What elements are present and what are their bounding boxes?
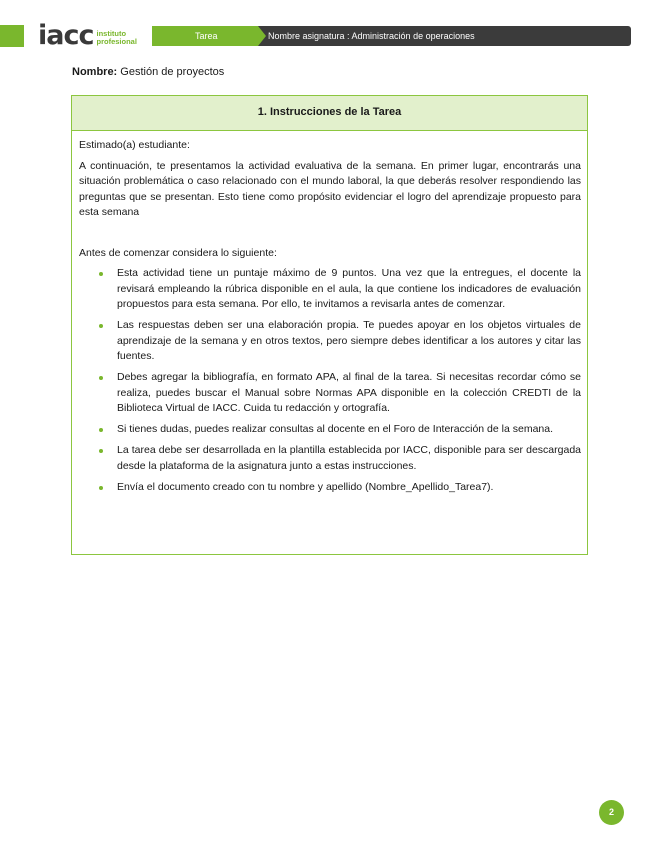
list-item: Las respuestas deben ser una elaboración propia. Te puedes apoyar en los objetos virtuales de aprendizaje de la semana y en otros textos, pero siempre debes identificar a los autores y citar las fuentes.	[79, 318, 581, 365]
greeting: Estimado(a) estudiante:	[79, 139, 190, 151]
instructions-title: 1. Instrucciones de la Tarea	[72, 96, 587, 131]
instructions-list	[79, 266, 581, 495]
list-item: Esta actividad tiene un puntaje máximo de 9 puntos. Una vez que la entregues, el docente la revisará empleando la rúbrica disponible en el aula, la que contiene los indicadores de evaluación propuestos para esta semana. Por ello, te invitamos a revisarla antes de comenzar.	[79, 266, 581, 313]
logo-subtitle	[96, 30, 136, 46]
instructions-body	[72, 131, 587, 495]
intro-paragraph: A continuación, te presentamos la actividad evaluativa de la semana. En primer lugar, encontrarás una situación problemática o caso relacionado con el mundo laboral, la que deberás resolver respondiendo las preguntas que se presentan. Esto tiene como propósito evidenciar el logro del aprendizaje propuesto para esta semana	[79, 159, 581, 218]
name-value: Gestión de proyectos	[117, 66, 225, 78]
logo-sub-line-1: instituto	[96, 29, 127, 38]
list-item: Si tienes dudas, puedes realizar consultas al docente en el Foro de Interacción de la semana.	[79, 422, 581, 438]
logo-mark: iacc	[38, 20, 94, 51]
course-label: Nombre asignatura : Administración de operaciones	[268, 31, 475, 41]
header-green-block	[0, 25, 24, 47]
list-item: La tarea debe ser desarrollada en la plantilla establecida por IACC, disponible para ser descargada desde la plataforma de la asignatura junto a estas instrucciones.	[79, 443, 581, 474]
name-label: Nombre:	[72, 66, 118, 78]
instructions-box	[71, 95, 588, 555]
document-name	[72, 66, 224, 78]
before-heading: Antes de comenzar considera lo siguiente:	[79, 246, 277, 259]
tab-arrow-shape	[258, 26, 266, 46]
logo-sub-line-2: profesional	[96, 37, 137, 46]
iacc-logo	[38, 20, 137, 51]
page-number: 2	[599, 800, 624, 825]
list-item: Envía el documento creado con tu nombre y apellido (Nombre_Apellido_Tarea7).	[79, 480, 581, 496]
course-bar	[258, 26, 631, 46]
section-tab	[152, 26, 258, 46]
list-item: Debes agregar la bibliografía, en formato APA, al final de la tarea. Si necesitas recordar cómo se realiza, puedes buscar el Manual sobre Normas APA disponible en la colección CREDTI de la Biblioteca Virtual de IACC. Cuida tu redacción y ortografía.	[79, 370, 581, 417]
section-label: Tarea	[195, 31, 218, 41]
